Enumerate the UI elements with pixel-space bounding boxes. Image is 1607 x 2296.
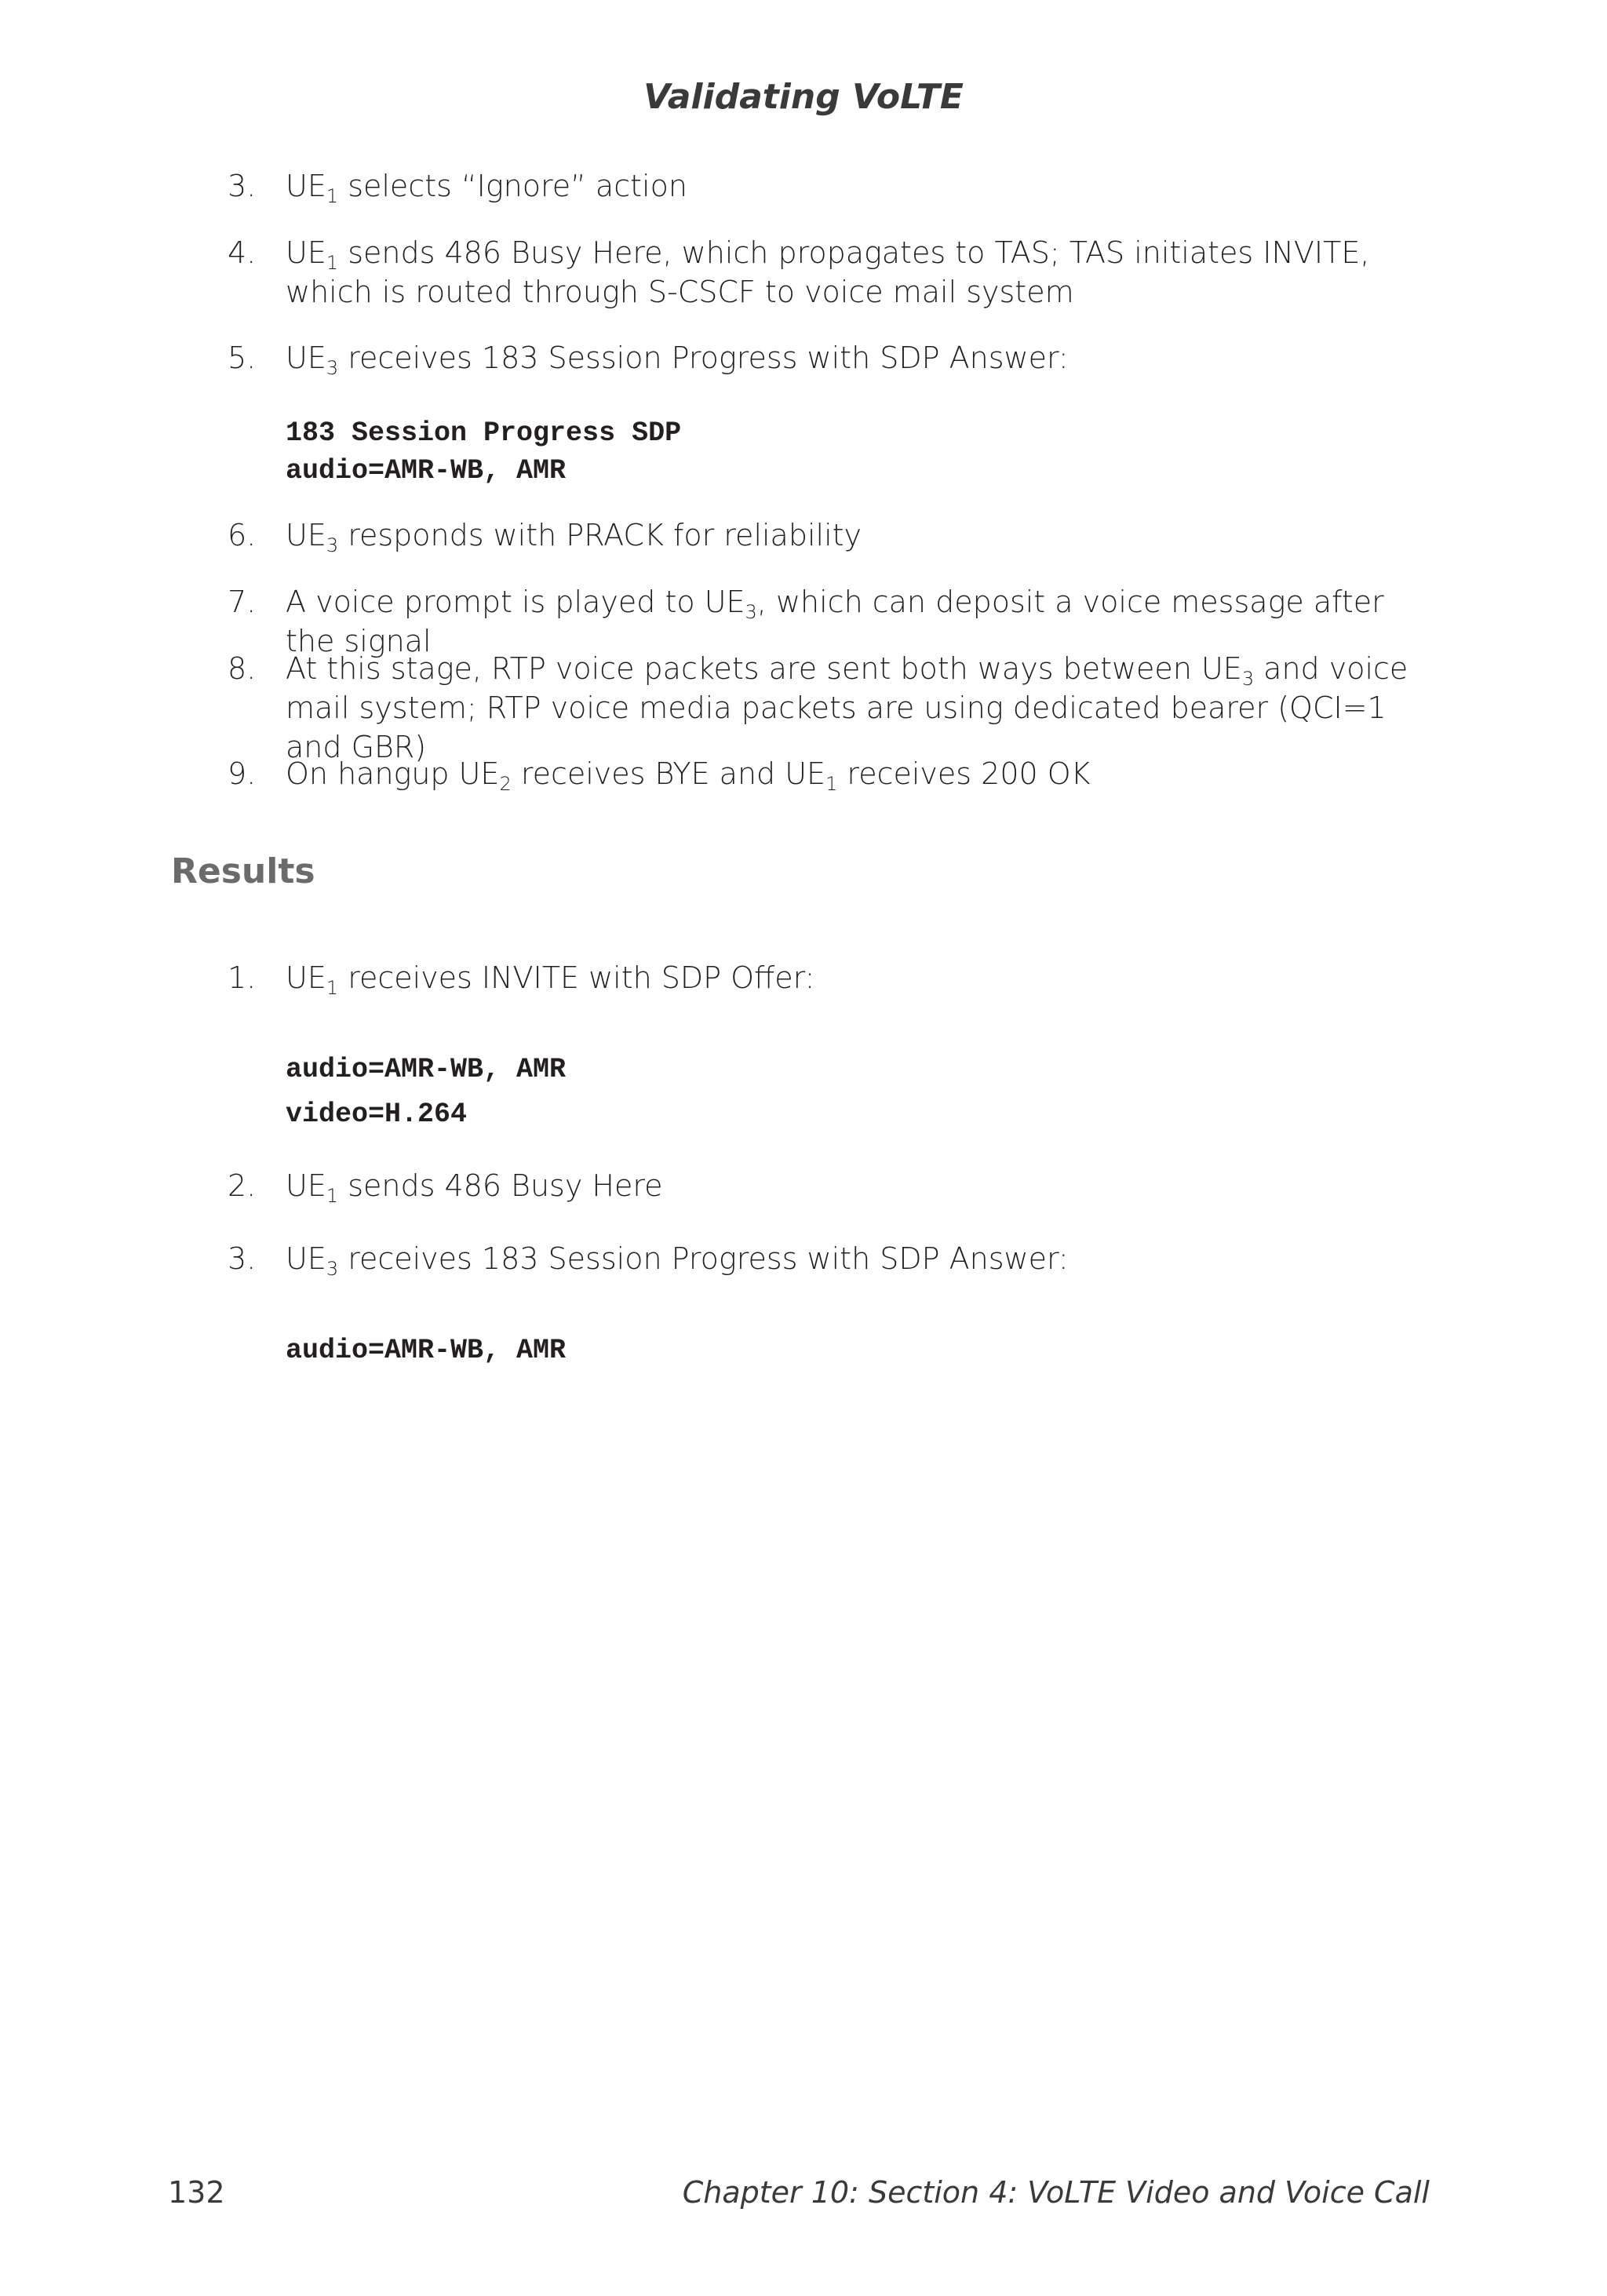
item-number: 8. xyxy=(228,651,257,686)
item-number: 5. xyxy=(228,341,257,375)
item-number: 6. xyxy=(228,518,257,552)
item-number: 1. xyxy=(228,960,257,995)
page-header-title: Validating VoLTE xyxy=(643,77,964,117)
page-number: 132 xyxy=(168,2175,225,2210)
item-text: $UE_3$ responds with PRACK for reliability xyxy=(286,518,862,556)
item-text: On hangup $UE_2$ receives BYE and $UE_1$ receives 200 OK xyxy=(286,756,1091,795)
item-number: 3. xyxy=(228,169,257,203)
code-line: audio=AMR-WB, AMR xyxy=(286,1054,567,1085)
section-heading-results: Results xyxy=(171,851,315,891)
code-line: audio=AMR-WB, AMR xyxy=(286,1335,567,1366)
footer-chapter-title: Chapter 10: Section 4: VoLTE Video and Voice Call xyxy=(682,2175,1430,2210)
item-number: 4. xyxy=(228,235,257,270)
item-number: 9. xyxy=(228,756,257,791)
item-text: $UE_1$ sends 486 Busy Here xyxy=(286,1168,663,1207)
item-text: A voice prompt is played to $UE_3$, which can deposit a voice message after the signal xyxy=(286,585,1384,658)
item-text: $UE_3$ receives 183 Session Progress with SDP Answer: xyxy=(286,341,1069,379)
item-text: At this stage, RTP voice packets are sent both ways between $UE_3$ and voice mail system; RTP voice media packets are using dedicated bearer (QCI=1 and GBR) xyxy=(286,651,1408,764)
item-text: $UE_1$ receives INVITE with SDP Offer: xyxy=(286,960,815,999)
item-number: 3. xyxy=(228,1241,257,1276)
code-line: 183 Session Progress SDP xyxy=(286,417,682,449)
item-text: $UE_1$ selects “Ignore” action xyxy=(286,169,687,207)
item-text: $UE_1$ sends 486 Busy Here, which propagates to TAS; TAS initiates INVITE, which is routed through S-CSCF to voice mail system xyxy=(286,235,1370,309)
item-number: 2. xyxy=(228,1168,257,1203)
code-line: video=H.264 xyxy=(286,1099,468,1130)
code-line: audio=AMR-WB, AMR xyxy=(286,455,567,487)
item-number: 7. xyxy=(228,585,257,619)
item-text: $UE_3$ receives 183 Session Progress with SDP Answer: xyxy=(286,1241,1069,1280)
